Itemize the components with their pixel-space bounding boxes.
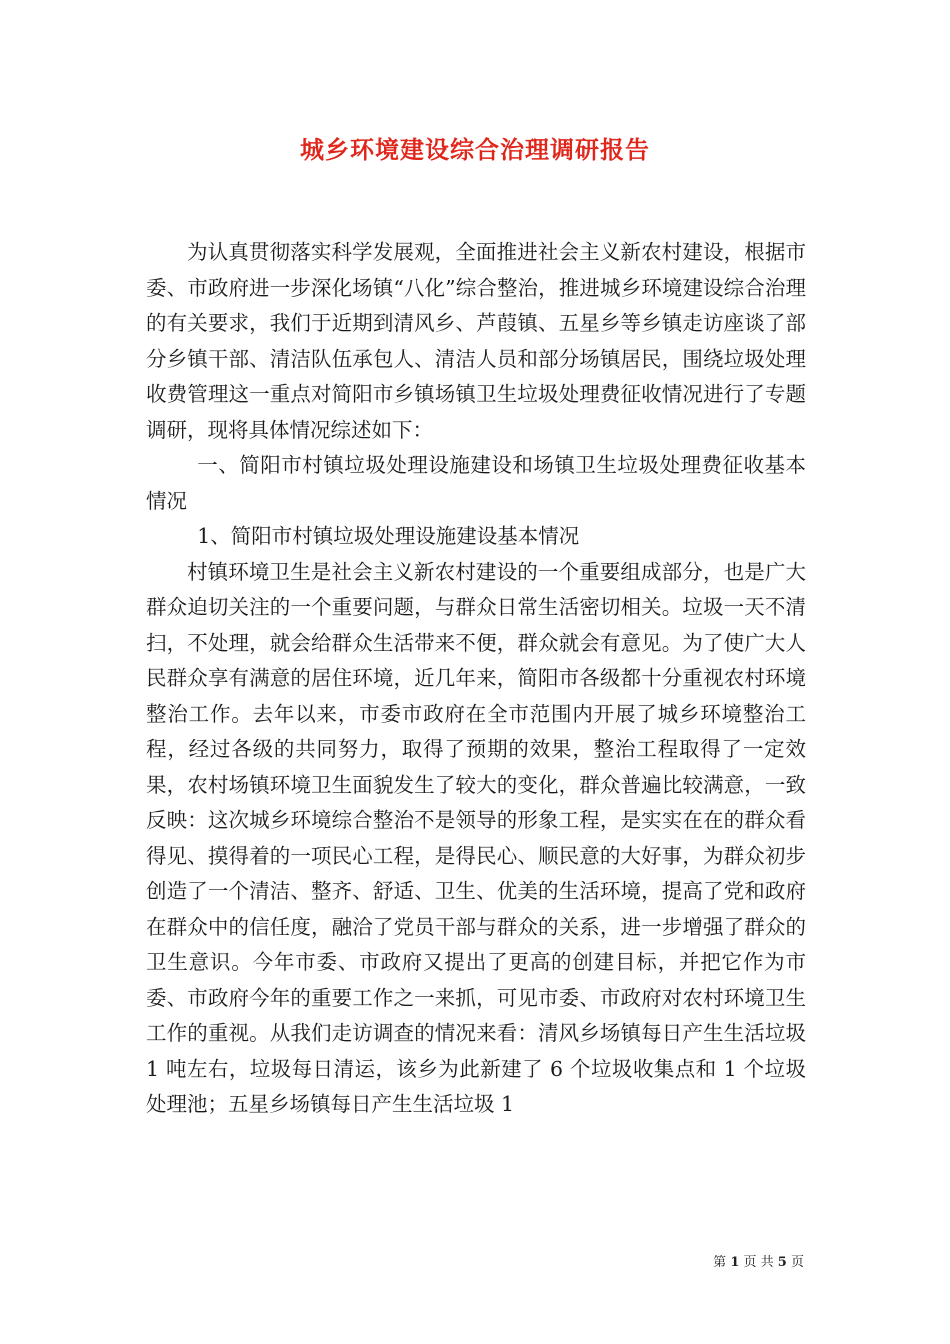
document-body <box>146 235 806 1123</box>
footer-prefix: 第 <box>713 1255 727 1270</box>
intro-paragraph: 为认真贯彻落实科学发展观，全面推进社会主义新农村建设，根据市委、市政府进一步深化场镇“八化”综合整治，推进城乡环境建设综合治理的有关要求，我们于近期到清风乡、芦葭镇、五星乡等乡镇走访座谈了部分乡镇干部、清洁队伍承包人、清洁人员和部分场镇居民，围绕垃圾处理收费管理这一重点对简阳市乡镇场镇卫生垃圾处理费征收情况进行了专题调研，现将具体情况综述如下： <box>146 240 806 442</box>
body-paragraph: 村镇环境卫生是社会主义新农村建设的一个重要组成部分，也是广大群众迫切关注的一个重要问题，与群众日常生活密切相关。垃圾一天不清扫，不处理，就会给群众生活带来不便，群众就会有意见。为了使广大人民群众享有满意的居住环境，近几年来，简阳市各级都十分重视农村环境整治工作。去年以来，市委市政府在全市范围内开展了城乡环境整治工程，经过各级的共同努力，取得了预期的效果，整治工程取得了一定效果，农村场镇环境卫生面貌发生了较大的变化，群众普遍比较满意，一致反映：这次城乡环境综合整治不是领导的形象工程，是实实在在的群众看得见、摸得着的一项民心工程，是得民心、顺民意的大好事，为群众初步创造了一个清洁、整齐、舒适、卫生、优美的生活环境，提高了党和政府在群众中的信任度，融洽了党员干部与群众的关系，进一步增强了群众的卫生意识。今年市委、市政府又提出了更高的创建目标，并把它作为市委、市政府今年的重要工作之一来抓，可见市委、市政府对农村环境卫生工作的重视。从我们走访调查的情况来看：清风乡场镇每日产生生活垃圾 1 吨左右，垃圾每日清运，该乡为此新建了 6 个垃圾收集点和 1 个垃圾处理池；五星乡场镇每日产生生活垃圾 1 <box>146 559 806 1116</box>
page-footer <box>713 1251 804 1270</box>
page-total: 5 <box>777 1255 787 1270</box>
page-number: 1 <box>730 1255 740 1270</box>
document-title: 城乡环境建设综合治理调研报告 <box>300 135 650 164</box>
subsection-heading: 1、简阳市村镇垃圾处理设施建设基本情况 <box>197 524 580 548</box>
section-heading: 一、简阳市村镇垃圾处理设施建设和场镇卫生垃圾处理费征收基本情况 <box>146 453 806 513</box>
footer-suffix: 页 <box>790 1255 804 1270</box>
footer-middle: 页 共 <box>743 1255 774 1270</box>
